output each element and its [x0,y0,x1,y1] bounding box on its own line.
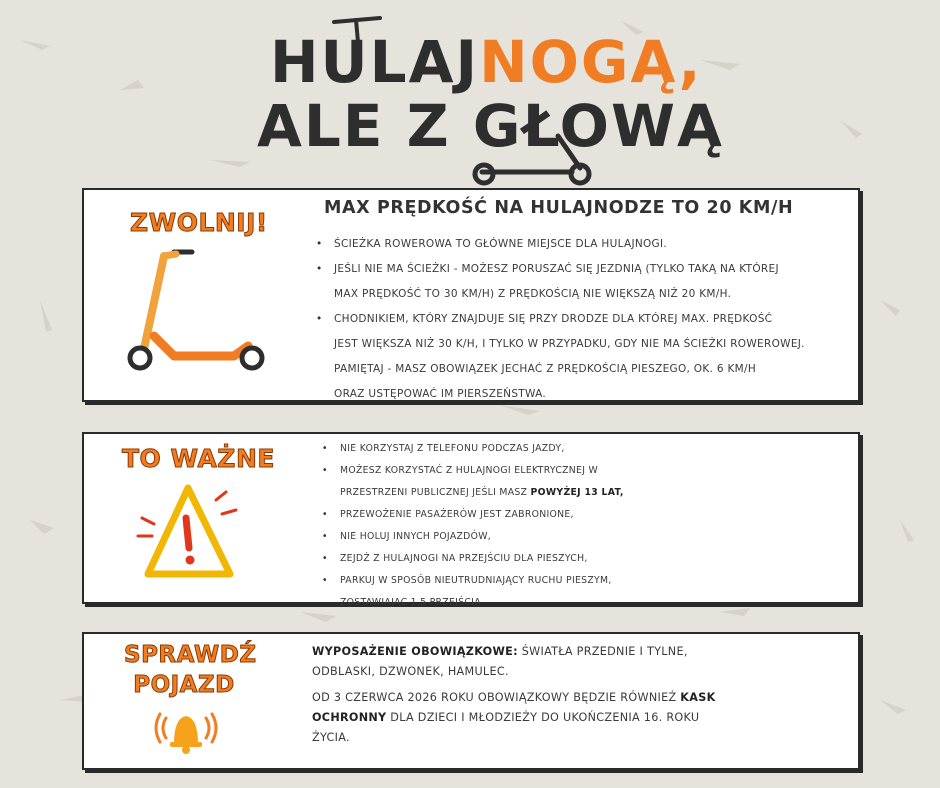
list-item: • CHODNIKIEM, KTÓRY ZNAJDUJE SIĘ PRZY DRODZE DLA KTÓREJ MAX. PRĘDKOŚĆ JEST WIĘKSZA NIŻ 30 K/H, I TYLKO W PRZYPADKU, GDY NIE MA ŚCIEŻKI ROWEROWEJ. PAMIĘTAJ - MASZ OBOWIĄZEK JECHAĆ Z PRĘDKOŚCIĄ PIESZEGO, OK. 6 KM/H ORAZ USTĘPOWAĆ IM PIERSZEŃSTWA. [316,307,805,407]
important-card [82,432,860,608]
list-item: • ZEJDŹ Z HULAJNOGI NA PRZEJŚCIU DLA PIESZYCH, [322,548,624,570]
page-title-line-1: HULAJNOGĄ, [270,28,703,96]
important-heading: TO WAŻNE [122,444,275,473]
title-scooter-icon [462,132,602,188]
bell-icon [154,704,218,756]
equipment-text [312,642,732,754]
speed-limit-title: MAX PRĘDKOŚĆ NA HULAJNODZE TO 20 KM/H [324,198,794,218]
page-title-line-2: ALE Z GŁOWĄ [257,92,724,160]
check-vehicle-card [82,632,860,770]
list-item: • NIE KORZYSTAJ Z TELEFONU PODCZAS JAZDY, [322,438,624,460]
warning-icon [134,478,244,588]
list-item: • PRZEWOŻENIE PASAŻERÓW JEST ZABRONIONE, [322,504,624,526]
important-rules-list [322,438,624,614]
speed-heading: ZWOLNIJ! [130,208,268,237]
list-item: • MOŻESZ KORZYSTAĆ Z HULAJNOGI ELEKTRYCZNEJ W PRZESTRZENI PUBLICZNEJ JEŚLI MASZ POWYŻEJ 13 LAT, [322,460,624,504]
scooter-icon [124,246,274,376]
title-block [0,0,940,190]
speed-rules-list [316,232,805,407]
equipment-paragraph: WYPOSAŻENIE OBOWIĄZKOWE: ŚWIATŁA PRZEDNIE I TYLNE, ODBLASKI, DZWONEK, HAMULEC. [312,645,688,678]
list-item: • JEŚLI NIE MA ŚCIEŻKI - MOŻESZ PORUSZAĆ SIĘ JEZDNIĄ (TYLKO TAKĄ NA KTÓREJ MAX PRĘDKOŚĆ TO 30 KM/H) Z PRĘDKOŚCIĄ NIE WIĘKSZĄ NIŻ 20 KM/H. [316,257,805,307]
speed-card [82,188,860,402]
helmet-paragraph: OD 3 CZERWCA 2026 ROKU OBOWIĄZKOWY BĘDZIE RÓWNIEŻ KASK OCHRONNY DLA DZIECI I MŁODZIEŻY DO UKOŃCZENIA 16. ROKU ŻYCIA. [312,691,716,744]
list-item: • ŚCIEŻKA ROWEROWA TO GŁÓWNE MIEJSCE DLA HULAJNOGI. [316,232,805,257]
list-item: • NIE HOLUJ INNYCH POJAZDÓW, [322,526,624,548]
check-vehicle-heading: SPRAWDŹ POJAZD [124,642,257,698]
list-item: • PARKUJ W SPOSÓB NIEUTRUDNIAJĄCY RUCHU PIESZYM, ZOSTAWIAJĄC 1,5 PRZEJŚCIA [322,570,624,614]
